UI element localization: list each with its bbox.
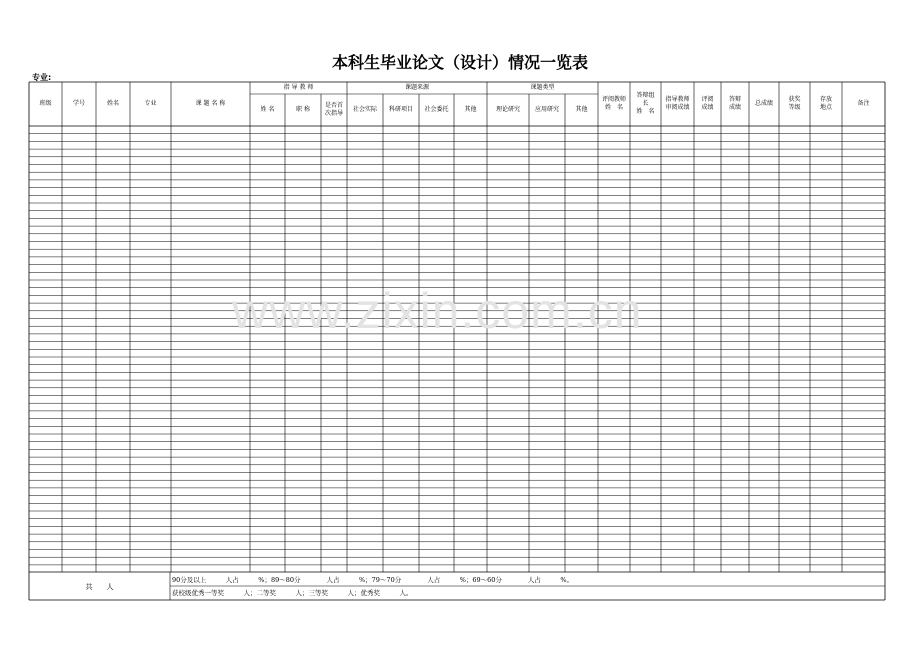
page-title: 本科生毕业论文（设计）情况一览表 [331, 53, 588, 72]
major-label: 专业: [32, 73, 52, 82]
total-people-label: 共 人 [85, 583, 114, 591]
header-class: 班级 [39, 100, 52, 107]
header-type-group: 课题类型 [530, 84, 555, 91]
header-review-score: 评阅 成绩 [701, 96, 714, 111]
header-major: 专业 [144, 100, 157, 107]
header-remarks: 备注 [857, 100, 870, 107]
header-storage: 存放 地点 [819, 96, 832, 111]
header-source-other: 其他 [464, 106, 477, 113]
header-student-id: 学号 [72, 100, 85, 107]
header-source-commission: 社会委托 [424, 106, 449, 113]
header-topic: 课 题 名 称 [195, 100, 226, 107]
score-distribution-line: 90分及以上 人占 %；89～80分 人占 %；79～70分 人占 %；69～60分 人占 %。 [172, 576, 574, 584]
header-advisor-name: 姓 名 [260, 106, 275, 113]
header-reviewer-name: 评阅教师 姓 名 [601, 96, 626, 111]
header-advisor-group: 指 导 教 师 [283, 84, 314, 91]
award-count-line: 获校级优秀一等奖 人；二等奖 人；三等奖 人；优秀奖 人。 [172, 589, 413, 597]
header-advisor-first-time: 是否首 次指导 [324, 102, 343, 117]
header-defense-leader: 答辩组 长 姓 名 [636, 92, 655, 115]
header-type-other: 其他 [575, 106, 588, 113]
watermark: www.zixin.com.cn [232, 283, 643, 339]
header-type-theory: 理论研究 [495, 106, 520, 113]
header-type-applied: 应用研究 [534, 106, 559, 113]
header-name: 姓名 [106, 100, 119, 107]
header-advisor-title: 职 称 [296, 106, 310, 113]
header-source-group: 课题来源 [404, 84, 429, 91]
header-total-score: 总成绩 [754, 100, 773, 107]
header-source-social-practice: 社会实际 [352, 106, 377, 113]
header-award-level: 获奖 等级 [788, 96, 801, 111]
header-advisor-score: 指导教师 审阅成绩 [665, 96, 690, 111]
header-defense-score: 答辩 成绩 [728, 96, 741, 111]
header-source-research: 科研项目 [388, 106, 413, 113]
